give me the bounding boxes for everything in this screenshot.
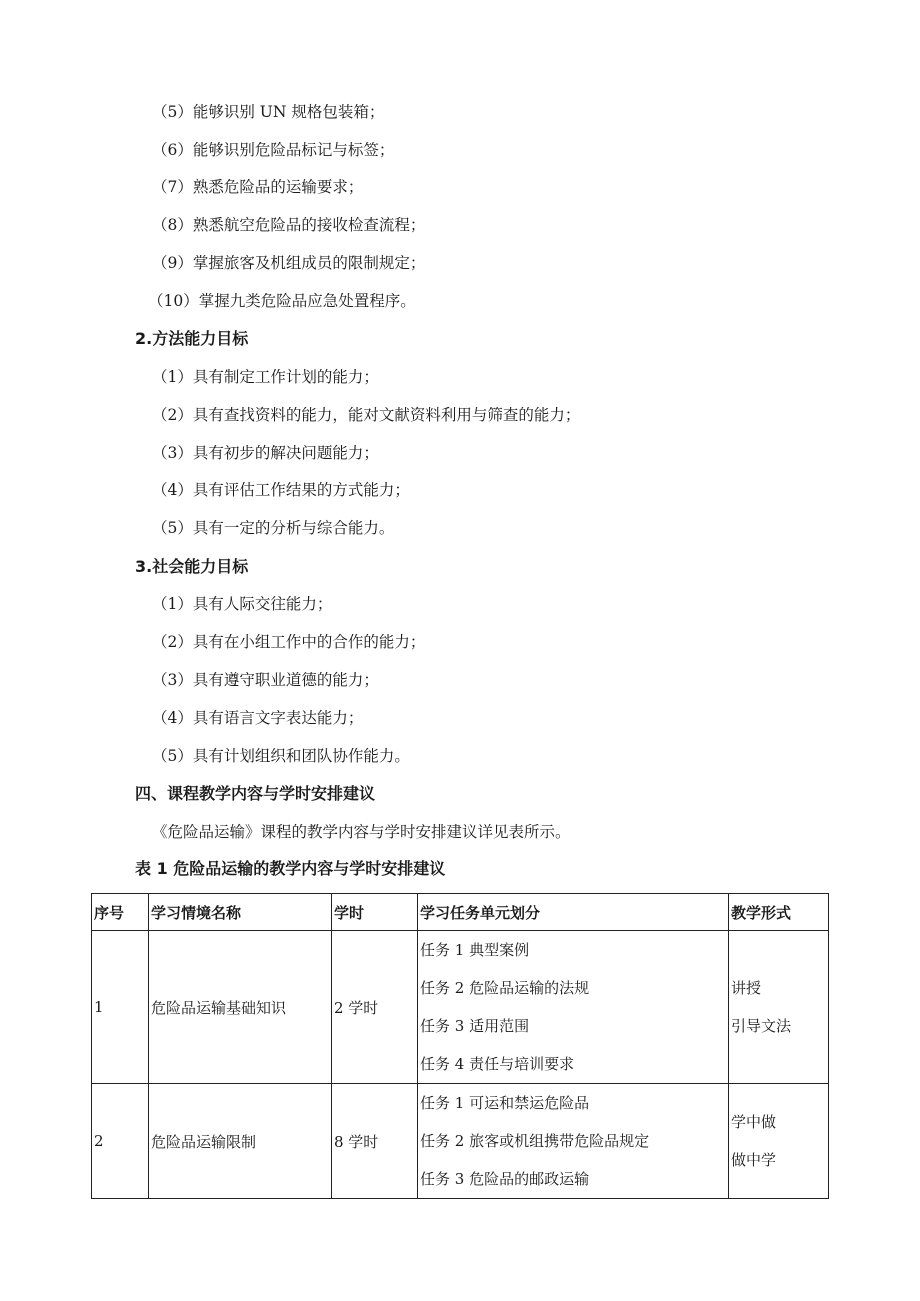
table-caption: 表 1 危险品运输的教学内容与学时安排建议 [135,859,446,878]
table-row [92,1084,829,1199]
social-item: （1）具有人际交往能力； [152,595,333,613]
task-item: 任务 1 可运和禁运危险品 [420,1094,590,1112]
cell-form [729,1084,829,1199]
cell-name: 危险品运输限制 [149,1084,332,1199]
method-item: （3）具有初步的解决问题能力； [152,444,379,462]
method-item: （4）具有评估工作结果的方式能力； [152,481,410,499]
social-item: （3）具有遵守职业道德的能力； [152,671,379,689]
form-item: 引导文法 [731,1017,792,1035]
task-item: 任务 2 旅客或机组携带危险品规定 [420,1132,650,1150]
header-name: 学习情境名称 [149,894,332,931]
cell-hours: 8 学时 [332,1084,418,1199]
social-item: （2）具有在小组工作中的合作的能力； [152,633,426,651]
form-item: 做中学 [731,1151,777,1169]
task-item: 任务 4 责任与培训要求 [420,1055,575,1073]
course-table [91,893,829,1199]
knowledge-item: （7）熟悉危险品的运输要求； [152,178,364,196]
social-item: （5）具有计划组织和团队协作能力。 [152,747,410,765]
knowledge-item: （8）熟悉航空危险品的接收检查流程； [152,216,426,234]
social-item: （4）具有语言文字表达能力； [152,709,364,727]
form-item: 讲授 [731,979,762,997]
cell-tasks [418,931,729,1084]
header-form: 教学形式 [729,894,829,931]
section4-intro: 《危险品运输》课程的教学内容与学时安排建议详见表所示。 [152,823,571,841]
task-item: 任务 3 适用范围 [420,1017,530,1035]
task-item: 任务 3 危险品的邮政运输 [420,1170,590,1188]
task-item: 任务 1 典型案例 [420,941,530,959]
method-heading: 2.方法能力目标 [135,329,249,348]
method-item: （1）具有制定工作计划的能力； [152,368,379,386]
knowledge-item: （9）掌握旅客及机组成员的限制规定； [152,254,426,272]
table-row [92,931,829,1084]
cell-name: 危险品运输基础知识 [149,931,332,1084]
method-item: （5）具有一定的分析与综合能力。 [152,519,395,537]
cell-form [729,931,829,1084]
cell-no: 1 [92,931,149,1084]
header-hours: 学时 [332,894,418,931]
task-item: 任务 2 危险品运输的法规 [420,979,590,997]
header-no: 序号 [92,894,149,931]
table-header-row [92,894,829,931]
cell-hours: 2 学时 [332,931,418,1084]
method-item: （2）具有查找资料的能力，能对文献资料利用与筛查的能力； [152,406,581,424]
knowledge-item: （6）能够识别危险品标记与标签； [152,141,395,159]
knowledge-item: （5）能够识别 UN 规格包装箱； [152,103,385,121]
knowledge-item: （10）掌握九类危险品应急处置程序。 [148,292,416,310]
section4-heading: 四、课程教学内容与学时安排建议 [135,784,376,803]
cell-tasks [418,1084,729,1199]
header-tasks: 学习任务单元划分 [418,894,729,931]
form-item: 学中做 [731,1113,777,1131]
social-heading: 3.社会能力目标 [135,557,249,576]
cell-no: 2 [92,1084,149,1199]
